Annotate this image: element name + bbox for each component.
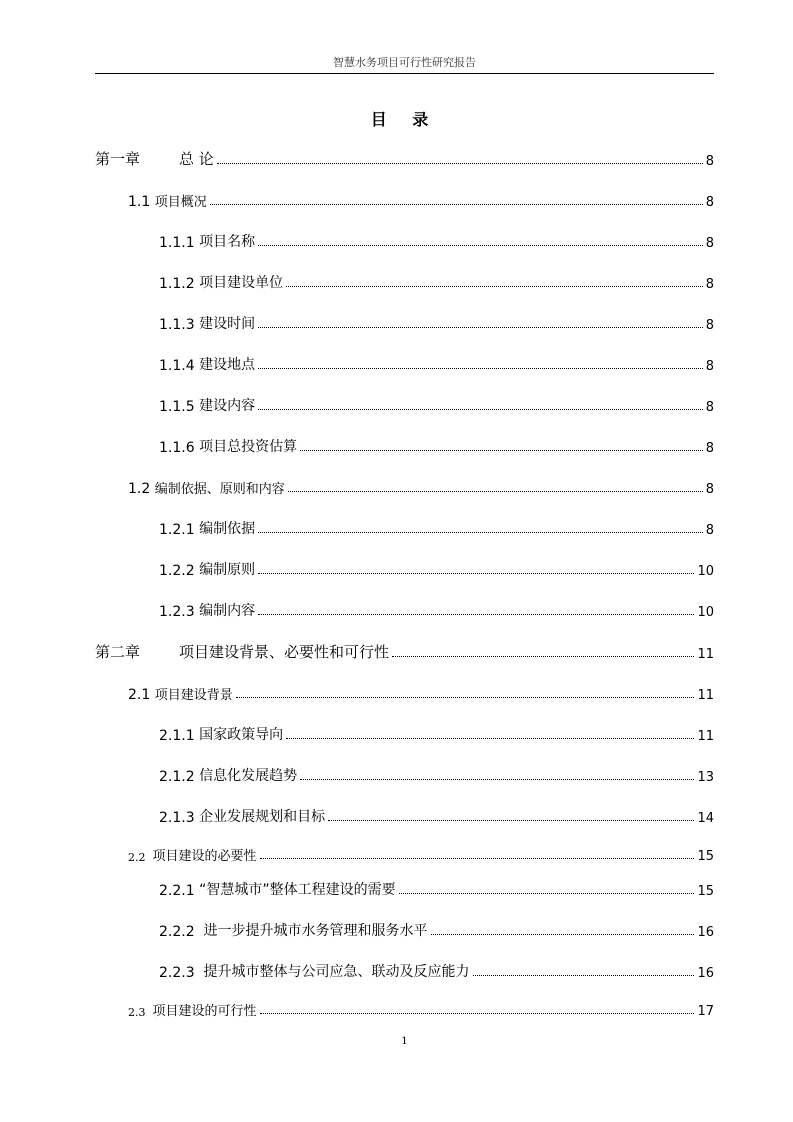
toc-entry-number: 1.2 xyxy=(128,481,155,497)
dot-leader xyxy=(210,204,703,205)
toc-entry-label: 提升城市整体与公司应急、联动及反应能力 xyxy=(203,964,470,980)
dot-leader xyxy=(300,779,694,780)
toc-entry-number: 2.1.3 xyxy=(159,810,200,826)
toc-entry-page: 8 xyxy=(705,523,714,538)
toc-entry-label: 企业发展规划和目标 xyxy=(199,809,326,825)
toc-entry-number: 2.1.1 xyxy=(159,728,200,744)
toc-entry-label: 项目建设背景 xyxy=(154,688,233,703)
toc-entry-number: 1.1.2 xyxy=(159,276,200,292)
toc-entry-2-2-2[interactable] xyxy=(159,918,714,940)
toc-entry-label: 国家政策导向 xyxy=(199,727,284,743)
dot-leader xyxy=(260,858,695,859)
toc-entry-number: 2.2.3 xyxy=(159,965,204,981)
toc-entry-1-1-1[interactable] xyxy=(159,229,714,251)
page-number: 1 xyxy=(401,1036,408,1047)
toc-entry-number: 2.2 xyxy=(128,851,153,864)
toc-entry-page: 15 xyxy=(697,849,714,864)
toc-entry-2-3[interactable] xyxy=(128,997,714,1019)
dot-leader xyxy=(260,1013,695,1014)
toc-entry-page: 10 xyxy=(697,564,714,579)
toc-entry-label: 项目名称 xyxy=(199,234,256,250)
toc-entry-number: 1.2.3 xyxy=(159,604,200,620)
dot-leader xyxy=(392,656,694,657)
toc-entry-1-1-4[interactable] xyxy=(159,352,714,374)
toc-entry-label: 进一步提升城市水务管理和服务水平 xyxy=(203,923,428,939)
toc-entry-1-1[interactable] xyxy=(128,188,714,210)
toc-entry-chapter-2[interactable] xyxy=(95,640,714,662)
toc-entry-label: 项目建设的可行性 xyxy=(152,1004,257,1019)
toc-entry-label: 编制依据 xyxy=(199,521,256,537)
toc-entry-number: 1.1.4 xyxy=(159,358,200,374)
toc-entry-number: 1.1.6 xyxy=(159,440,200,456)
dot-leader xyxy=(473,975,695,976)
dot-leader xyxy=(399,893,695,894)
toc-entry-1-1-2[interactable] xyxy=(159,270,714,292)
toc-entry-page: 8 xyxy=(705,236,714,251)
toc-entry-number: 第一章 xyxy=(95,150,141,168)
toc-entry-label: 项目总投资估算 xyxy=(199,439,298,455)
dot-leader xyxy=(217,163,703,164)
toc-entry-label: 建设内容 xyxy=(199,398,256,414)
toc-entry-1-2-2[interactable] xyxy=(159,557,714,579)
toc-entry-1-1-5[interactable] xyxy=(159,393,714,415)
toc-entry-page: 10 xyxy=(697,605,714,620)
toc-entry-number: 2.1 xyxy=(128,687,155,703)
toc-entry-page: 14 xyxy=(697,811,714,826)
toc-entry-page: 11 xyxy=(697,647,714,662)
toc-entry-number: 1.1 xyxy=(128,194,155,210)
toc-entry-2-1-1[interactable] xyxy=(159,722,714,744)
toc-entry-page: 11 xyxy=(697,688,714,703)
toc-entry-label: 信息化发展趋势 xyxy=(199,768,298,784)
dot-leader xyxy=(258,614,694,615)
toc-entry-page: 16 xyxy=(697,966,714,981)
toc-entry-2-2-1[interactable] xyxy=(159,877,714,899)
toc-entry-page: 8 xyxy=(705,359,714,374)
dot-leader xyxy=(300,450,703,451)
toc-entry-number: 1.2.2 xyxy=(159,563,200,579)
toc-entry-label: 编制依据、原则和内容 xyxy=(154,482,285,497)
toc-entry-number: 2.2.1 xyxy=(159,883,200,899)
toc-entry-page: 8 xyxy=(705,277,714,292)
toc-entry-label: 编制原则 xyxy=(199,562,256,578)
dot-leader xyxy=(286,286,703,287)
toc-entry-page: 11 xyxy=(697,729,714,744)
toc-entry-label: 项目概况 xyxy=(154,195,207,210)
toc-entry-1-1-3[interactable] xyxy=(159,311,714,333)
toc-entry-label: 项目建设单位 xyxy=(199,275,284,291)
toc-entry-number: 1.2.1 xyxy=(159,522,200,538)
toc-entry-1-2[interactable] xyxy=(128,475,714,497)
toc-entry-page: 8 xyxy=(705,482,714,497)
toc-entry-2-1-3[interactable] xyxy=(159,804,714,826)
toc-entry-page: 17 xyxy=(697,1004,714,1019)
dot-leader xyxy=(258,532,703,533)
toc-entry-number: 2.3 xyxy=(128,1006,153,1019)
dot-leader xyxy=(258,573,694,574)
toc-entry-page: 8 xyxy=(705,195,714,210)
toc-entry-number: 1.1.3 xyxy=(159,317,200,333)
toc-entry-label: 建设时间 xyxy=(199,316,256,332)
toc-entry-page: 16 xyxy=(697,925,714,940)
dot-leader xyxy=(328,820,694,821)
dot-leader xyxy=(288,491,703,492)
toc-entry-page: 8 xyxy=(705,154,714,169)
toc-entry-label: “智慧城市”整体工程建设的需要 xyxy=(199,882,396,898)
toc-entry-1-2-3[interactable] xyxy=(159,598,714,620)
toc-entry-label: 总 论 xyxy=(179,150,214,168)
toc-entry-page: 15 xyxy=(697,884,714,899)
dot-leader xyxy=(286,738,694,739)
toc-entry-1-2-1[interactable] xyxy=(159,516,714,538)
toc-entry-number: 第二章 xyxy=(95,643,141,661)
toc-entry-label: 建设地点 xyxy=(199,357,256,373)
dot-leader xyxy=(258,409,703,410)
toc-entry-page: 8 xyxy=(705,318,714,333)
toc-entry-2-1[interactable] xyxy=(128,681,714,703)
toc-entry-2-1-2[interactable] xyxy=(159,763,714,785)
toc-entry-1-1-6[interactable] xyxy=(159,434,714,456)
toc-entry-page: 8 xyxy=(705,400,714,415)
running-header: 智慧水务项目可行性研究报告 xyxy=(333,56,476,69)
toc-entry-2-2-3[interactable] xyxy=(159,959,714,981)
toc-entry-page: 8 xyxy=(705,441,714,456)
toc-entry-number: 1.1.1 xyxy=(159,235,200,251)
toc-entry-chapter-1[interactable] xyxy=(95,147,714,169)
dot-leader xyxy=(258,368,703,369)
dot-leader xyxy=(431,934,695,935)
dot-leader xyxy=(258,327,703,328)
toc-entry-number: 2.1.2 xyxy=(159,769,200,785)
toc-entry-page: 13 xyxy=(697,770,714,785)
dot-leader xyxy=(258,245,703,246)
dot-leader xyxy=(236,697,695,698)
toc-title: 目 录 xyxy=(370,110,439,129)
toc-entry-number: 1.1.5 xyxy=(159,399,200,415)
toc-entry-label: 项目建设背景、必要性和可行性 xyxy=(179,643,390,661)
toc-entry-label: 项目建设的必要性 xyxy=(152,849,257,864)
toc-entry-label: 编制内容 xyxy=(199,603,256,619)
toc-entry-number: 2.2.2 xyxy=(159,924,204,940)
toc-entry-2-2[interactable] xyxy=(128,842,714,864)
